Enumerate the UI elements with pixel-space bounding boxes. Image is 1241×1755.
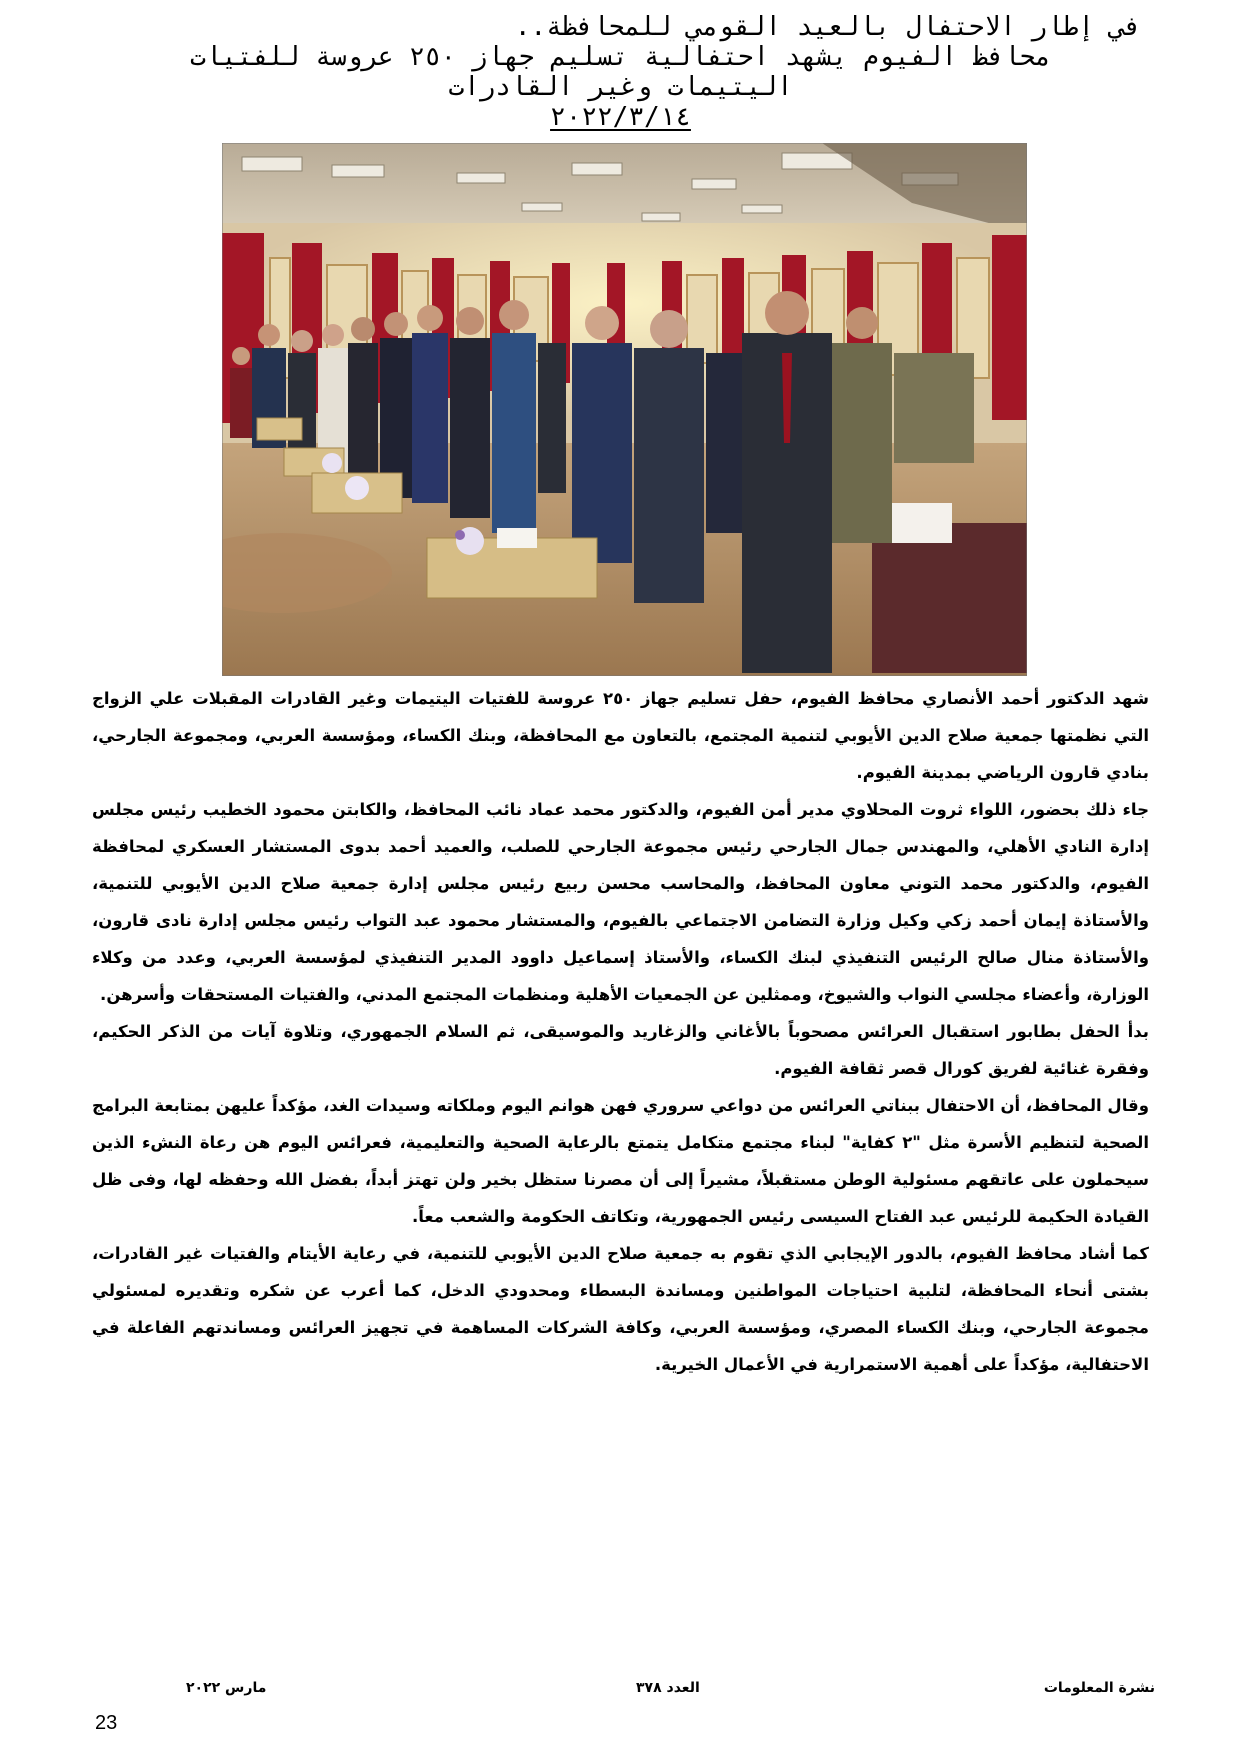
page-footer [0,1680,1241,1706]
paragraph-1: شهد الدكتور أحمد الأنصاري محافظ الفيوم، حفل تسليم جهاز ٢٥٠ عروسة للفتيات اليتيمات وغير القادرات المقبلات علي الزواج التي نظمتها جمعية صلاح الدين الأيوبي لتنمية المجتمع، بالتعاون مع المحافظة، وبنك الكساء، ومؤسسة العربي، ومجموعة الجارحي، بنادي قارون الرياضي بمدينة الفيوم. [92,689,1149,782]
paragraph-3: بدأ الحفل بطابور استقبال العرائس مصحوباً بالأغاني والزغاريد والموسيقى، ثم السلام الجمهوري، وتلاوة آيات من الذكر الحكيم، وفقرة غنائية لفريق كورال قصر ثقافة الفيوم. [92,1022,1149,1078]
article-date: ٢٠٢٢/٣/١٤ [550,102,691,132]
article-body [92,680,1149,1383]
headline-line-1: محافظ الفيوم يشهد احتفالية تسليم جهاز ٢٥٠ عروسة للفتيات [190,42,1051,72]
article-header [90,12,1151,132]
page-number: 23 [95,1712,118,1734]
paragraph-5: كما أشاد محافظ الفيوم، بالدور الإيجابي الذي تقوم به جمعية صلاح الدين الأيوبي للتنمية، في رعاية الأيتام والفتيات غير القادرات، بشتى أنحاء المحافظة، لتلبية احتياجات المواطنين ومساندة البسطاء ومحدودي الدخل، كما أعرب عن شكره وتقديره لمسئولي مجموعة الجارحي، وبنك الكساء المصري، ومؤسسة العربي، وكافة الشركات المساهمة في تجهيز العرائس ومساندتهم الفاعلة في الاحتفالية، مؤكداً على أهمية الاستمرارية في الأعمال الخيرية. [92,1244,1149,1374]
headline-line-2: اليتيمات وغير القادرات [448,72,793,102]
paragraph-2: جاء ذلك بحضور، اللواء ثروت المحلاوي مدير أمن الفيوم، والدكتور محمد عماد نائب المحافظ، والكابتن محمود الخطيب رئيس مجلس إدارة النادي الأهلي، والمهندس جمال الجارحي رئيس مجموعة الجارحي للصلب، والعميد أحمد بدوى المستشار العسكري لمحافظة الفيوم، والدكتور محمد التوني معاون المحافظ، والمحاسب محسن ربيع رئيس مجلس إدارة جمعية صلاح الدين الأيوبي للتنمية، والأستاذة إيمان أحمد زكي وكيل وزارة التضامن الاجتماعي بالفيوم، والمستشار محمود عبد التواب رئيس مجلس إدارة نادى قارون، والأستاذة منال صالح الرئيس التنفيذي لبنك الكساء، والأستاذ إسماعيل داوود المدير التنفيذي لمؤسسة العربي، وعدد من وكلاء الوزارة، وأعضاء مجلسي النواب والشيوخ، وممثلين عن الجمعيات الأهلية ومنظمات المجتمع المدني، والفتيات المستحقات وأسرهن. [92,800,1149,1004]
paragraph-4: وقال المحافظ، أن الاحتفال ببناتي العرائس من دواعي سروري فهن هوانم اليوم وملكاته وسيدات الغد، مؤكداً عليهن بمتابعة البرامج الصحية لتنظيم الأسرة مثل "٢ كفاية" لبناء مجتمع متكامل يتمتع بالرعاية الصحية والتعليمية، فعرائس اليوم هن رعاة النشء الذين سيحملون على عاتقهم مسئولية الوطن مستقبلاً، مشيراً إلى أن مصرنا ستظل بخير ولن تهتز أبداً، بفضل الله وحفظه لها، وفى ظل القيادة الحكيمة للرئيس عبد الفتاح السيسى رئيس الجمهورية، وتكاتف الحكومة والشعب معاً. [92,1096,1149,1226]
footer-publication: نشرة المعلومات [1043,1680,1155,1696]
event-photo [222,143,1027,676]
footer-issue: العدد ٣٧٨ [636,1680,700,1696]
header-kicker: في إطار الاحتفال بالعيد القومي للمحافظة.. [514,12,1141,42]
footer-month: مارس ٢٠٢٢ [186,1680,267,1696]
